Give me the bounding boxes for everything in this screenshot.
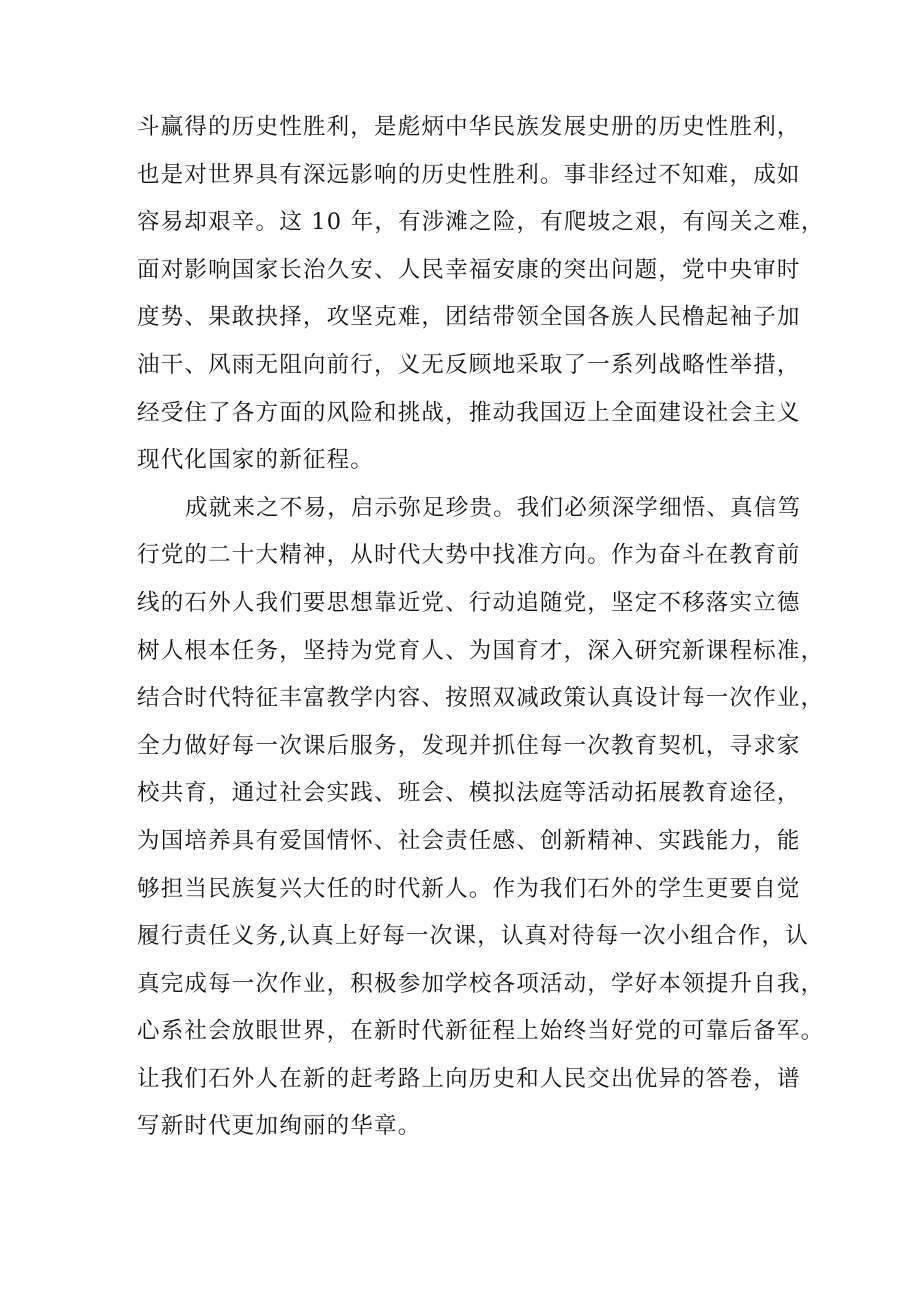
text-line: 够担当民族复兴大任的时代新人。作为我们石外的学生更要自觉 xyxy=(137,875,801,902)
text-line: 校共育，通过社会实践、班会、模拟法庭等活动拓展教育途径， xyxy=(137,780,801,807)
text-line: 也是对世界具有深远影响的历史性胜利。事非经过不知难，成如 xyxy=(137,161,801,188)
text-line: 度势、果敢抉择，攻坚克难，团结带领全国各族人民橹起袖子加 xyxy=(137,304,801,331)
document-body xyxy=(137,104,825,1151)
text-line: 现代化国家的新征程。 xyxy=(137,447,375,474)
text-line: 真完成每一次作业，积极参加学校各项活动，学好本领提升自我， xyxy=(137,970,825,997)
text-line: 写新时代更加绚丽的华章。 xyxy=(137,1113,422,1140)
paragraph-1 xyxy=(137,104,825,485)
text-line: 面对影响国家长治久安、人民幸福安康的突出问题，党中央审时 xyxy=(137,256,801,283)
paragraph-2 xyxy=(137,485,825,1151)
text-line: 容易却艰辛。这 10 年，有涉滩之险，有爬坡之艰，有闯关之难， xyxy=(137,209,825,236)
text-line: 为国培养具有爱国情怀、社会责任感、创新精神、实践能力，能 xyxy=(137,827,801,854)
text-line: 斗赢得的历史性胜利，是彪炳中华民族发展史册的历史性胜利， xyxy=(137,114,801,140)
text-line: 线的石外人我们要思想靠近党、行动追随党，坚定不移落实立德 xyxy=(137,589,801,616)
text-line: 履行责任义务,认真上好每一次课，认真对待每一次小组合作，认 xyxy=(137,923,809,950)
text-line: 心系社会放眼世界，在新时代新征程上始终当好党的可靠后备军。 xyxy=(137,1018,825,1045)
text-line: 全力做好每一次课后服务，发现并抓住每一次教育契机，寻求家 xyxy=(137,732,801,759)
text-line: 结合时代特征丰富教学内容、按照双减政策认真设计每一次作业， xyxy=(137,685,825,712)
text-line: 让我们石外人在新的赶考路上向历史和人民交出优异的答卷，谱 xyxy=(137,1065,801,1092)
text-line: 行党的二十大精神，从时代大势中找准方向。作为奋斗在教育前 xyxy=(137,542,801,569)
text-line: 经受住了各方面的风险和挑战，推动我国迈上全面建设社会主义 xyxy=(137,399,801,426)
text-line-first-indented: 成就来之不易，启示弥足珍贵。我们必须深学细悟、真信笃 xyxy=(185,494,802,521)
text-line: 油干、风雨无阻向前行，义无反顾地采取了一系列战略性举措， xyxy=(137,351,801,378)
text-line: 树人根本任务，坚持为党育人、为国育才，深入研究新课程标准， xyxy=(137,637,825,664)
